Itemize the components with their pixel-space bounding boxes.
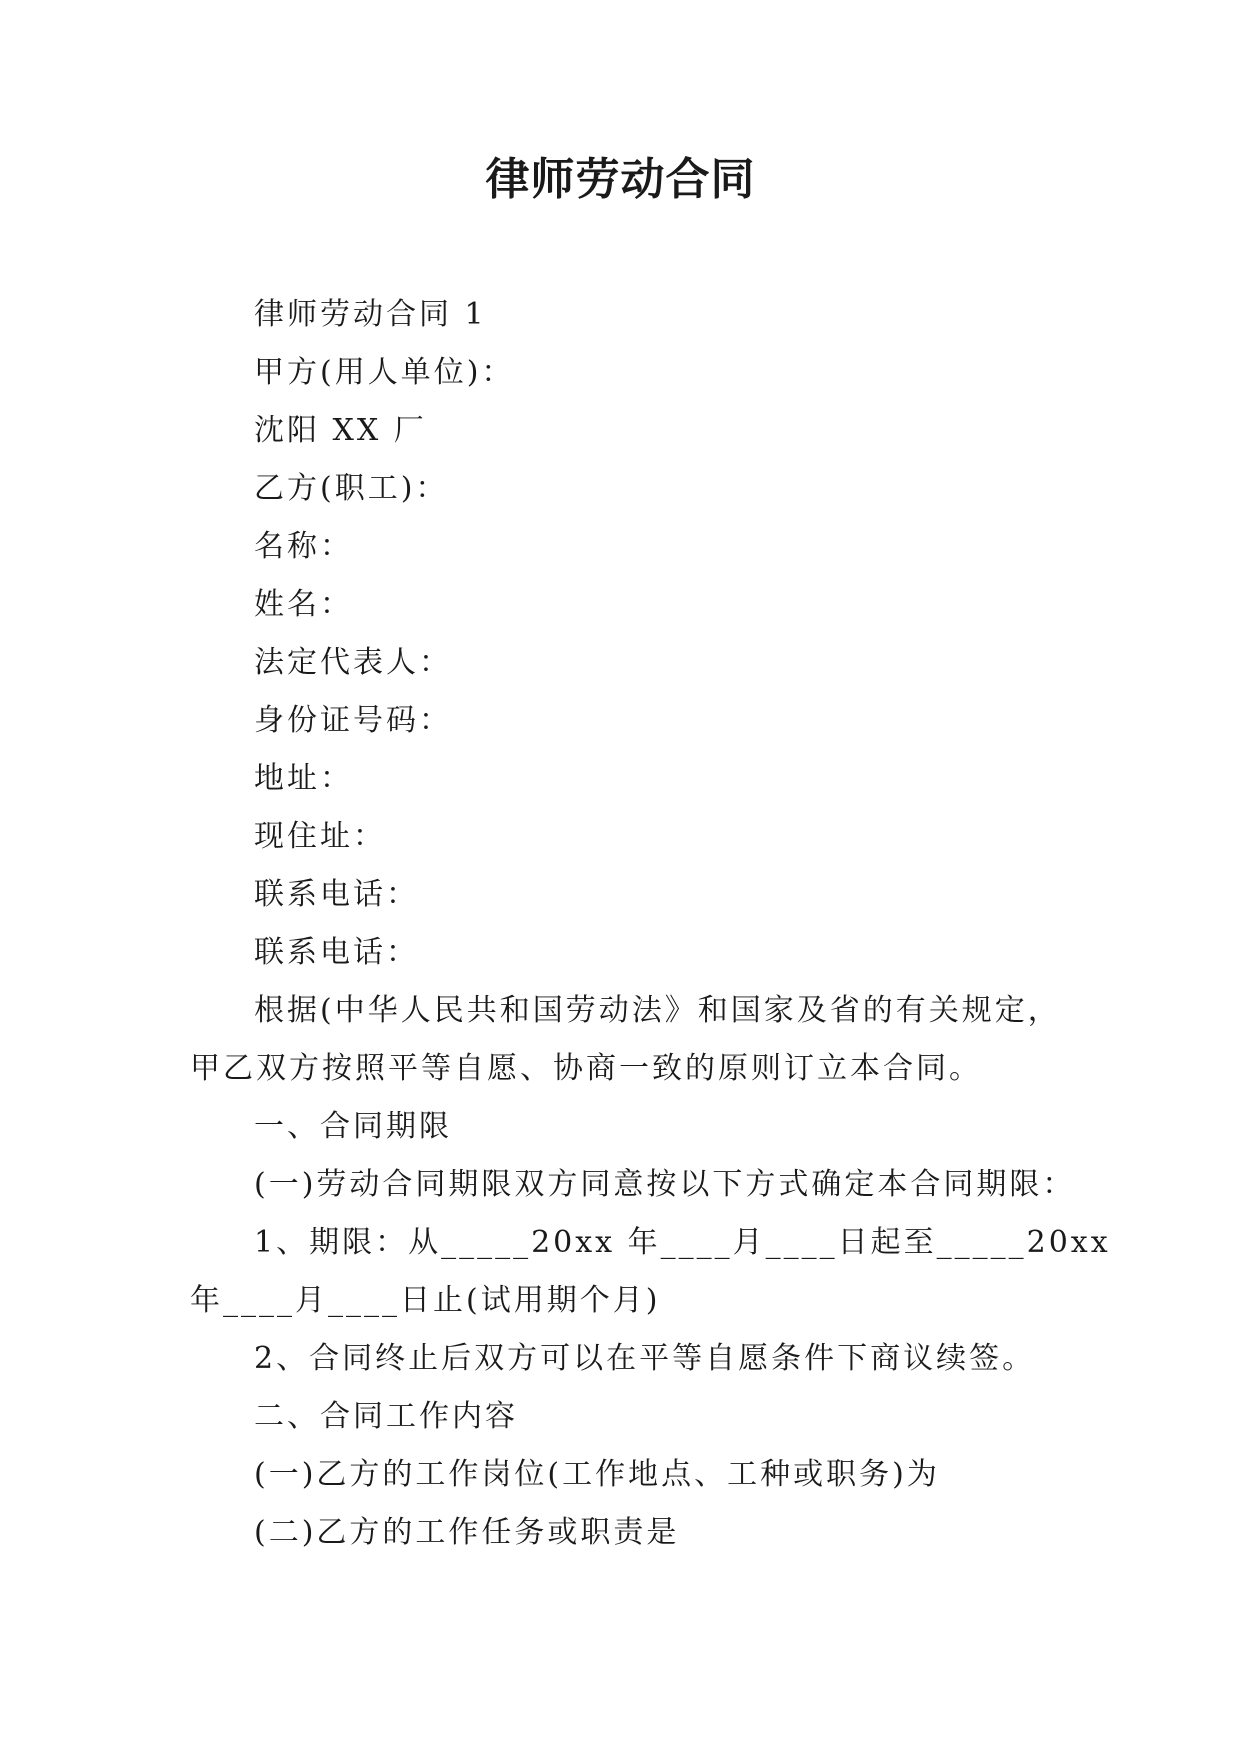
party-b-label: 乙方(职工)： — [254, 471, 449, 506]
legal-representative-label: 法定代表人： — [254, 645, 452, 680]
party-a-name: 沈阳 XX 厂 — [254, 413, 427, 448]
preamble-line-1: 根据(中华人民共和国劳动法》和国家及省的有关规定， — [254, 993, 1061, 1028]
renewal-clause: 2、合同终止后双方可以在平等自愿条件下商议续签。 — [254, 1341, 1036, 1376]
current-address-label: 现住址： — [254, 819, 386, 854]
section-2-heading: 二、合同工作内容 — [254, 1399, 518, 1434]
id-number-label: 身份证号码： — [254, 703, 452, 738]
party-a-label: 甲方(用人单位)： — [254, 355, 515, 390]
contract-heading-line: 律师劳动合同 1 — [254, 297, 487, 332]
phone-label-2: 联系电话： — [254, 935, 419, 970]
name-field-label: 名称： — [254, 529, 353, 564]
address-label: 地址： — [254, 761, 353, 796]
document-title: 律师劳动合同 — [485, 154, 756, 205]
document-body — [190, 286, 1111, 1562]
preamble-line-2: 甲乙双方按照平等自愿、协商一致的原则订立本合同。 — [190, 1051, 982, 1086]
clause-2-2: (二)乙方的工作任务或职责是 — [254, 1515, 680, 1550]
clause-1-1: (一)劳动合同期限双方同意按以下方式确定本合同期限： — [254, 1167, 1076, 1202]
section-1-heading: 一、合同期限 — [254, 1109, 452, 1144]
phone-label-1: 联系电话： — [254, 877, 419, 912]
term-period-line-2: 年____月____日止(试用期个月) — [190, 1283, 661, 1318]
clause-2-1: (一)乙方的工作岗位(工作地点、工种或职务)为 — [254, 1457, 940, 1492]
person-name-field-label: 姓名： — [254, 587, 353, 622]
term-period-line-1: 1、期限：从_____20xx 年____月____日起至_____20xx — [254, 1225, 1111, 1260]
